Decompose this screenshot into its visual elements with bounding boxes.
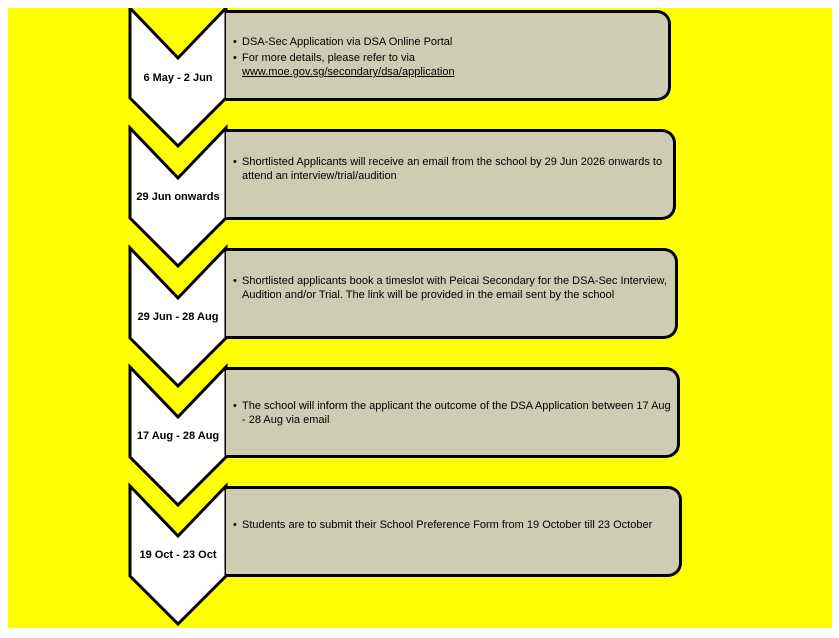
- step-details-box: [226, 248, 678, 339]
- process-diagram: [8, 8, 832, 628]
- step-details-box: [226, 129, 676, 220]
- step-bullet: • The school will inform the applicant the outcome of the DSA Application between 17 Aug - 28 Aug via email: [226, 399, 677, 427]
- step-bullet: • Shortlisted Applicants will receive an email from the school by 29 Jun 2026 onwards to attend an interview/trial/audition: [226, 155, 673, 183]
- step-bullet: • Shortlisted applicants book a timeslot with Peicai Secondary for the DSA-Sec Interview, Audition and/or Trial. The link will be provided in the email sent by the school: [226, 274, 675, 302]
- step-bullet: • For more details, please refer to via: [226, 51, 668, 65]
- step-date: 29 Jun - 28 Aug: [137, 311, 219, 323]
- step-date: 17 Aug - 28 Aug: [136, 430, 220, 442]
- step-date: 29 Jun onwards: [136, 191, 220, 203]
- step-details-box: [226, 486, 682, 577]
- step-details-box: [226, 10, 671, 101]
- step-details-box: [226, 367, 680, 458]
- step-bullet: • Students are to submit their School Preference Form from 19 October till 23 October: [226, 518, 679, 532]
- step-date: 6 May - 2 Jun: [143, 72, 213, 84]
- dsa-application-link[interactable]: www.moe.gov.sg/secondary/dsa/application: [242, 66, 455, 78]
- step-bullet: • DSA-Sec Application via DSA Online Portal: [226, 35, 668, 49]
- step-date: 19 Oct - 23 Oct: [139, 549, 217, 561]
